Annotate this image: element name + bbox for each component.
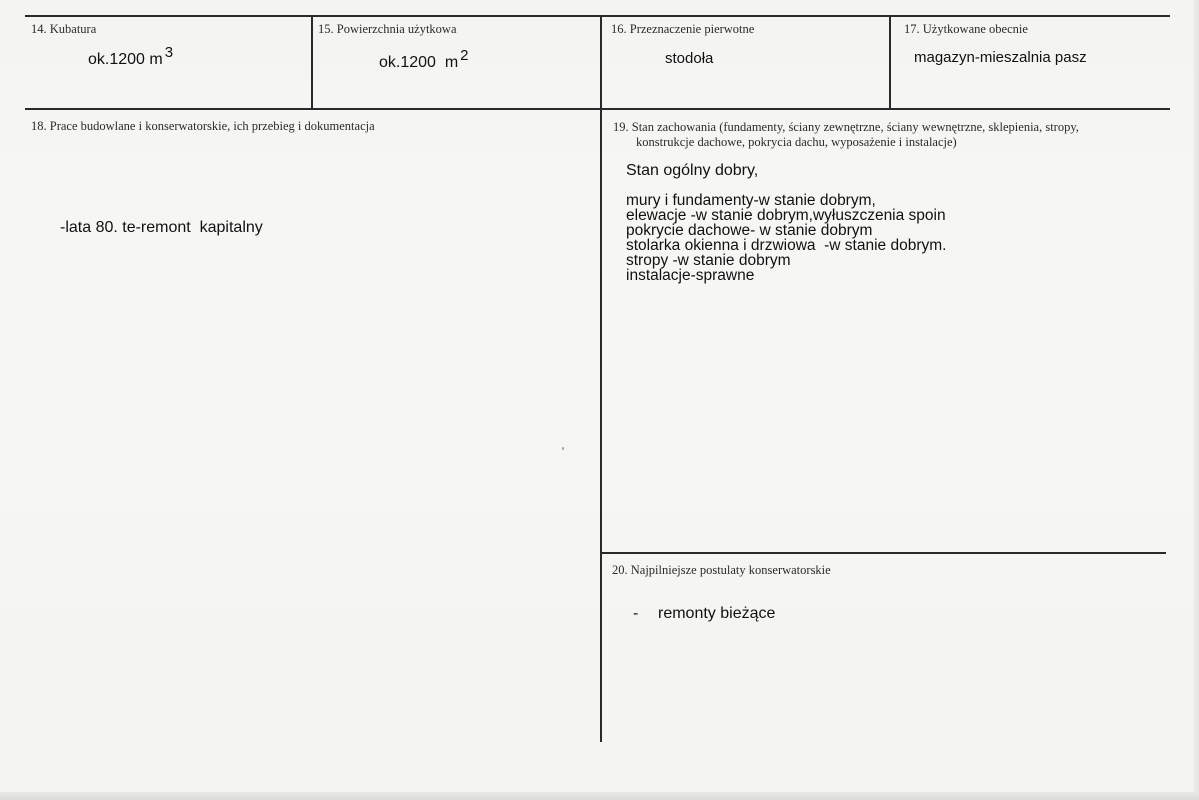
field-17-label: 17. Użytkowane obecnie: [904, 22, 1028, 36]
col-divider-14-15: [311, 15, 313, 110]
field-19-label-line1: 19. Stan zachowania (fundamenty, ściany zewnętrzne, ściany wewnętrzne, sklepienia, stropy,: [613, 120, 1079, 134]
field-19-details: [626, 193, 946, 283]
field-14-value-text: ok.1200 m: [88, 51, 163, 68]
field-15-value: [379, 47, 469, 72]
field-19-label-line2: konstrukcje dachowe, pokrycia dachu, wyposażenie i instalacje): [636, 135, 957, 149]
field-18-label: 18. Prace budowlane i konserwatorskie, ich przebieg i dokumentacja: [31, 119, 375, 133]
field-19-detail-line: mury i fundamenty-w stanie dobrym,: [626, 192, 876, 209]
field-16-label: 16. Przeznaczenie pierwotne: [611, 22, 755, 36]
field-19-detail-line: pokrycie dachowe- w stanie dobrym: [626, 222, 873, 239]
field-15-value-text: ok.1200 m: [379, 54, 459, 71]
field-14-label: 14. Kubatura: [31, 22, 97, 36]
field-20-bullet: -: [633, 605, 639, 622]
field-18-value: -lata 80. te-remont kapitalny: [60, 219, 263, 236]
field-19-label: [613, 120, 1079, 150]
field-19-detail-line: stropy -w stanie dobrym: [626, 252, 791, 269]
section-20-divider-line: [600, 552, 1166, 554]
row-divider-line: [25, 108, 1170, 110]
col-divider-16-17: [889, 15, 891, 110]
paper-speck: [562, 447, 564, 450]
field-14-unit-exponent: 3: [164, 44, 174, 61]
field-19-detail-line: stolarka okienna i drzwiowa -w stanie dobrym.: [626, 237, 947, 254]
paper-bottom-edge: [0, 792, 1199, 800]
field-19-summary: Stan ogólny dobry,: [626, 162, 759, 179]
field-15-label: 15. Powierzchnia użytkowa: [318, 22, 457, 36]
field-19-detail-line: elewacje -w stanie dobrym,wyłuszczenia spoin: [626, 207, 946, 224]
col-divider-main: [600, 15, 602, 742]
field-15-unit-exponent: 2: [460, 47, 469, 64]
field-20-label: 20. Najpilniejsze postulaty konserwatorskie: [612, 563, 831, 577]
field-17-value: magazyn-mieszalnia pasz: [914, 49, 1087, 66]
field-19-detail-line: instalacje-sprawne: [626, 267, 755, 284]
top-border-line: [25, 15, 1170, 17]
paper-right-edge: [1193, 0, 1199, 800]
field-20-value: remonty bieżące: [658, 605, 776, 622]
field-16-value: stodoła: [665, 50, 714, 67]
field-14-value: [88, 44, 174, 69]
